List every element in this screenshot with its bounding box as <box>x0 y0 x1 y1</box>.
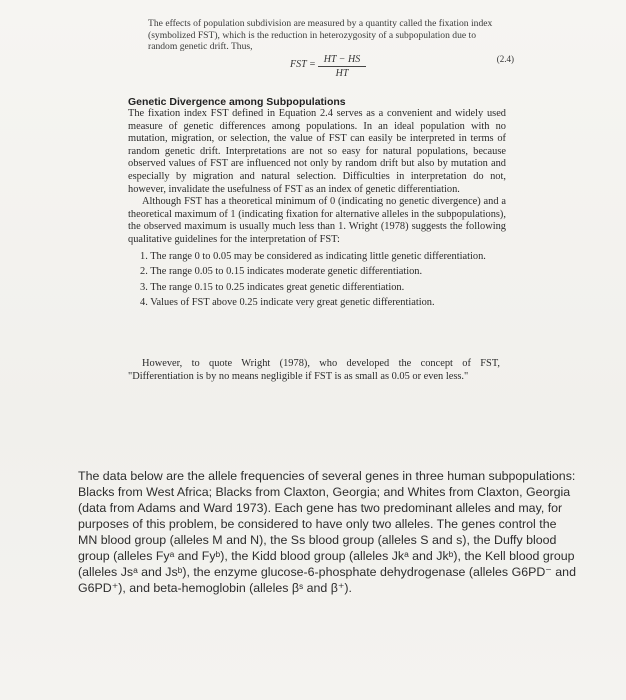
intro-paragraph <box>148 18 506 53</box>
equation-fraction <box>318 54 366 79</box>
quote-text: However, to quote Wright (1978), who developed the concept of FST, "Differentiation is by no means negligible if FST is as small as 0.05 or even less." <box>128 358 500 382</box>
guidelines-list <box>128 251 506 310</box>
list-item: 3. The range 0.15 to 0.25 indicates great genetic differentiation. <box>140 281 405 293</box>
section-body <box>128 108 506 313</box>
equation-lhs: FST = <box>290 59 316 70</box>
equation-fst <box>290 54 520 79</box>
wright-quote <box>128 358 500 383</box>
paragraph-fst-measure: The fixation index FST defined in Equation 2.4 serves as a convenient and widely used measure of genetic differences among populations. In an ideal population with no mutation, migration, or selection, the value of FST can easily be interpreted in terms of random genetic drift. Interpretations are not so easy for natural populations, because observed values of FST are influenced not only by random drift but also by mutation and especially by migration and natural selection. Difficulties in interpretation do not, however, invalidate the usefulness of FST as an index of genetic differentiation. <box>128 108 506 195</box>
problem-statement <box>78 468 578 596</box>
problem-text: The data below are the allele frequencies of several genes in three human subpopulations: Blacks from West Africa; Blacks from Claxton, Georgia; and Whites from Claxton, Georgia (data from Adams and Ward 1973). Each gene has two predominant alleles and may, for purposes of this problem, be considered to have only two alleles. The genes control the MN blood group (alleles M and N), the Ss blood group (alleles S and s), the Duffy blood group (alleles Fyᵃ and Fyᵇ), the Kidd blood group (alleles Jkᵃ and Jkᵇ), the Kell blood group (alleles Jsᵃ and Jsᵇ), the enzyme glucose-6-phosphate dehydrogenase (alleles G6PD⁻ and G6PD⁺), and beta-hemoglobin (alleles βˢ and β⁺). <box>78 469 576 595</box>
equation-number: (2.4) <box>496 54 514 64</box>
paragraph-fst-range: Although FST has a theoretical minimum of 0 (indicating no genetic divergence) and a theoretical maximum of 1 (indicating fixation for alternative alleles in the subpopulations), the observed maximum is usually much less than 1. Wright (1978) suggests the following qualitative guidelines for the interpretation of FST: <box>128 196 506 245</box>
section-heading: Genetic Divergence among Subpopulations <box>128 96 346 108</box>
equation-denominator: HT <box>335 68 349 79</box>
list-item: 4. Values of FST above 0.25 indicate very great genetic differentiation. <box>140 297 435 309</box>
intro-text: The effects of population subdivision are measured by a quantity called the fixation index (symbolized FST), which is the reduction in heterozygosity of a subpopulation due to random genetic drift. Thus, <box>148 18 493 52</box>
equation-numerator: HT − HS <box>318 54 366 67</box>
list-item: 2. The range 0.05 to 0.15 indicates moderate genetic differentiation. <box>140 266 423 278</box>
list-item: 1. The range 0 to 0.05 may be considered as indicating little genetic differentiation. <box>140 250 486 262</box>
